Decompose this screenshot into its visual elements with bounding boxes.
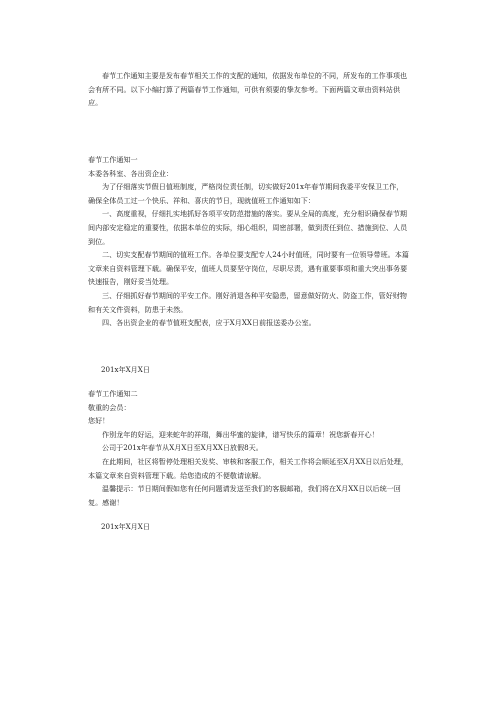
notice-one-paragraph: 一、高度重视，仔细扎实地抓好各项平安防范措施的落实。要从全局的高度，充分相识确保春节期间内部安定稳定的重要性，依据本单位的实际，细心组织，周密部署，做到责任到位、措施到位、人员到位。 [88, 209, 408, 246]
notice-two-paragraph: 在此期间，社区将暂停处理相关发奖、审核和客服工作，相关工作将会顺延至X月XX日以后处理，本篇文章来自资料管理下载。给您造成的不便敬请谅解。 [88, 456, 408, 480]
notice-one-date: 201x年X月X日 [101, 365, 150, 374]
notice-two-paragraph: 作别龙年的好运，迎来蛇年的祥瑞，舞出华蜜的旋律，谱写快乐的篇章！祝您新春开心！ [102, 429, 379, 439]
notice-one-title: 春节工作通知一 [88, 155, 138, 164]
notice-two-paragraph: 温馨提示：节日期间假如您有任何问题请发送至我们的客服邮箱，我们将在X月XX日以后统一回复。感谢！ [88, 484, 401, 507]
notice-one-paragraph: 二、切实支配春节期间的值班工作。各单位要支配专人24小时值班，同时要有一位领导带班。本篇文章来自资料管理下载。确保平安，值班人员要坚守岗位，尽职尽责，遇有重要事项和重大突出事务要快速报告，刚好妥当处理。 [88, 250, 409, 287]
notice-two-title: 春节工作通知二 [88, 389, 138, 398]
notice-two-date: 201x年X月X日 [101, 522, 150, 531]
notice-one-recipient: 本委各科室、各出资企业： [88, 168, 174, 178]
notice-one [88, 153, 410, 330]
notice-two-greeting: 您好！ [88, 416, 110, 426]
notice-one-paragraph: 三、仔细抓好春节期间的平安工作。刚好消退各种平安隐患，留意做好防火、防盗工作，管好财物和有关文件资料，防患于未然。 [88, 290, 408, 314]
notice-two-salutation: 敬重的会员： [88, 402, 131, 412]
notice-one-paragraph: 四、各出资企业的春节值班支配表，应于X月XX日前报送委办公室。 [102, 318, 316, 328]
notice-two-paragraph: 公司于201x年春节从X月X日至X月XX日放假8天。 [102, 443, 263, 453]
notice-two [88, 387, 410, 509]
intro-paragraph [88, 69, 410, 110]
notice-one-paragraph: 为了仔细落实节假日值班制度，严格岗位责任制，切实做好201x年春节期间我委平安保卫工作，确保全体员工过一个快乐、祥和、喜庆的节日，现就值班工作通知如下： [88, 182, 404, 205]
intro-text: 春节工作通知主要是发布春节相关工作的支配的通知，依据发布单位的不同，所发布的工作事项也会有所不同。以下小编打算了两篇春节工作通知，可供有须要的挚友参考。下面两篇文章由资料站供应。 [88, 71, 408, 108]
